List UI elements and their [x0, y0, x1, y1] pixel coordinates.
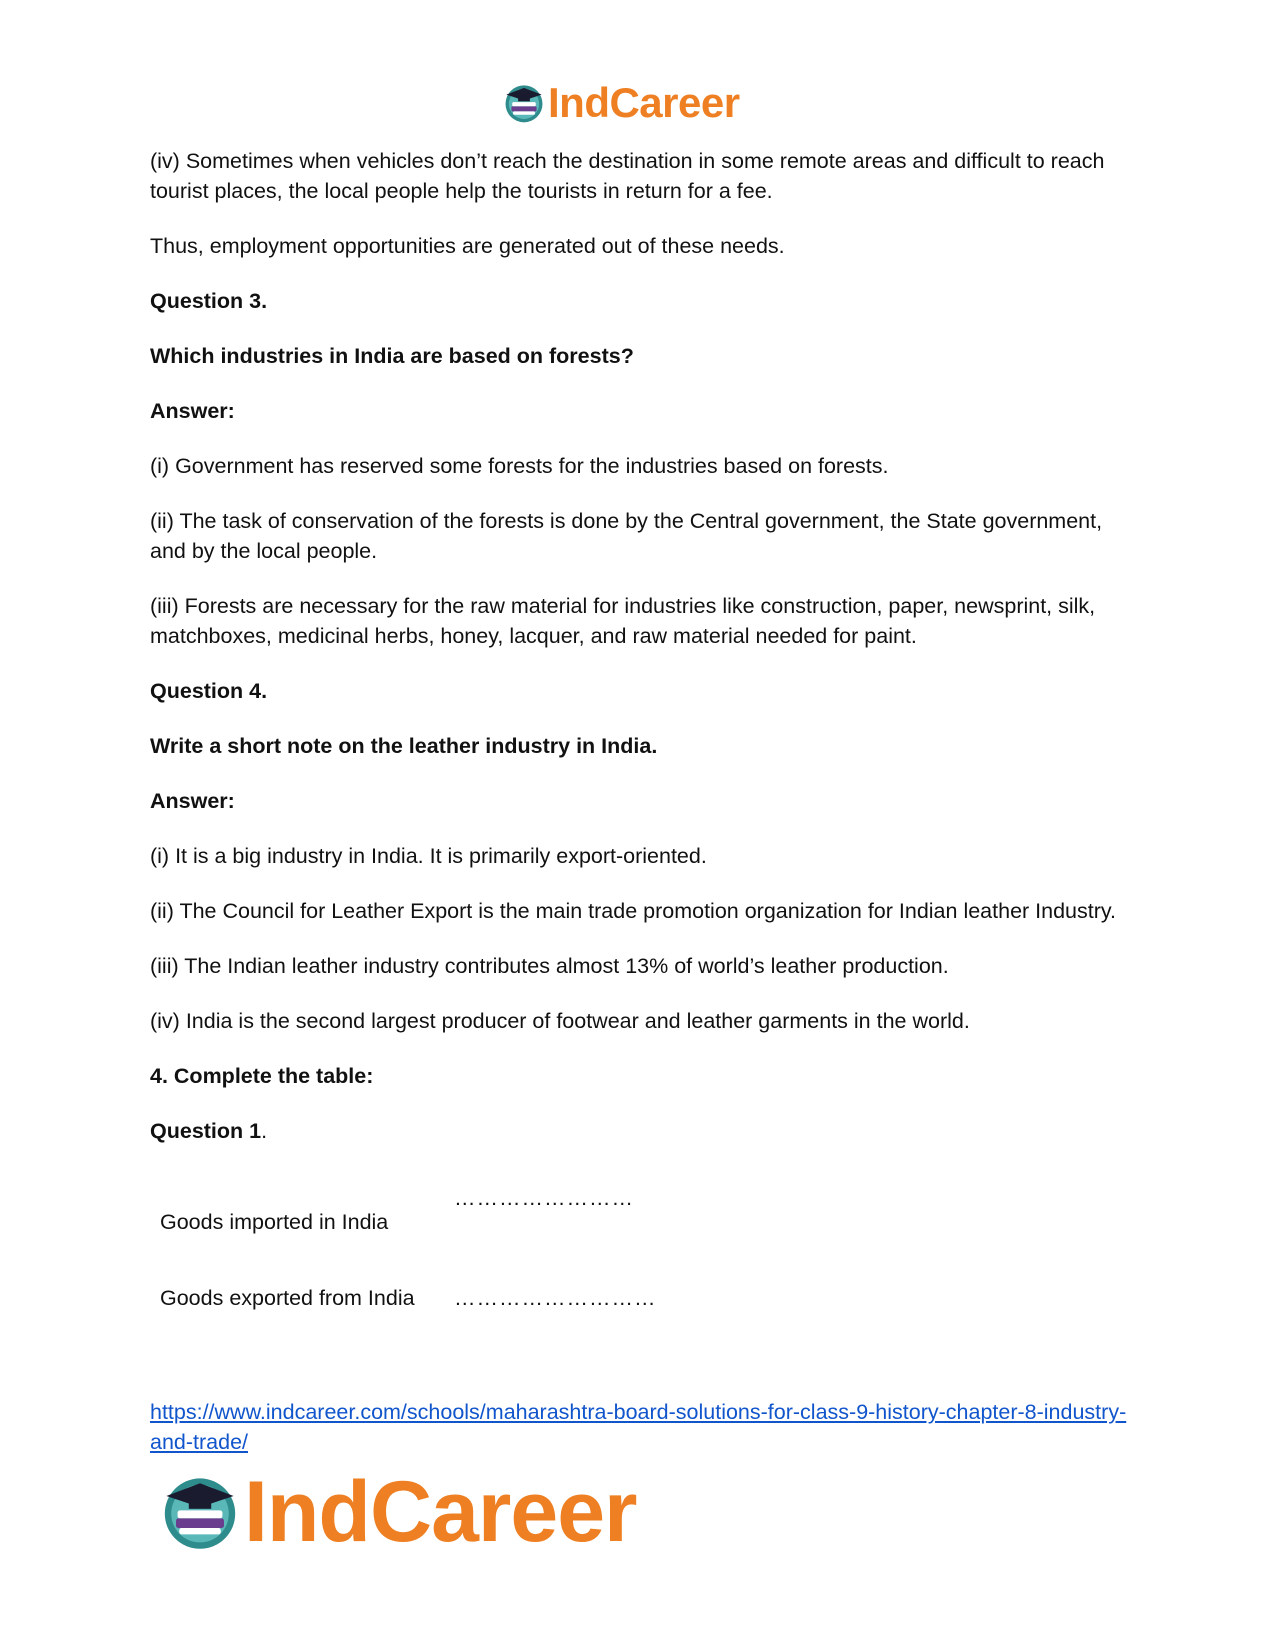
graduation-book-icon — [160, 1472, 240, 1552]
body-paragraph: (iii) The Indian leather industry contributes almost 13% of world’s leather production. — [150, 954, 949, 978]
question-label-bold: Question 1 — [150, 1119, 262, 1143]
heading-paragraph: Question 4. — [150, 679, 268, 703]
heading-paragraph: Which industries in India are based on forests? — [150, 344, 634, 368]
footer-logo-text: IndCareer — [244, 1463, 637, 1560]
body-paragraph: (iv) India is the second largest producer of footwear and leather garments in the world. — [150, 1009, 970, 1033]
table-cell-blank: …………………… — [454, 1186, 634, 1210]
body-paragraph: (i) It is a big industry in India. It is primarily export-oriented. — [150, 844, 707, 868]
heading-paragraph: Question 3. — [150, 289, 268, 313]
heading-paragraph: Answer: — [150, 789, 235, 813]
question-label-period: . — [261, 1119, 268, 1143]
table-cell-label: Goods imported in India — [160, 1210, 389, 1234]
source-link[interactable]: https://www.indcareer.com/schools/maharashtra-board-solutions-for-class-9-history-chapter-8-industry-and-trade/ — [150, 1400, 1127, 1454]
body-paragraph: (ii) The task of conservation of the forests is done by the Central government, the State government, and by the local people. — [150, 509, 1103, 563]
body-paragraph: (ii) The Council for Leather Export is the main trade promotion organization for Indian leather Industry. — [150, 899, 1117, 923]
body-paragraph: (i) Government has reserved some forests for the industries based on forests. — [150, 454, 889, 478]
header-logo-text: IndCareer — [548, 79, 740, 126]
body-paragraph: (iii) Forests are necessary for the raw material for industries like construction, paper, newsprint, silk, matchboxes, medicinal herbs, honey, lacquer, and raw material needed for paint. — [150, 594, 1096, 648]
heading-paragraph: 4. Complete the table: — [150, 1064, 374, 1088]
footer-logo — [160, 1463, 637, 1560]
body-paragraph: (iv) Sometimes when vehicles don’t reach the destination in some remote areas and difficult to reach tourist places, the local people help the tourists in return for a fee. — [150, 149, 1105, 203]
table-cell-blank: ……………………… — [454, 1286, 657, 1310]
graduation-book-icon — [503, 82, 545, 124]
table-cell-label: Goods exported from India — [160, 1286, 415, 1310]
body-paragraph: Thus, employment opportunities are generated out of these needs. — [150, 234, 785, 258]
heading-paragraph: Write a short note on the leather industry in India. — [150, 734, 658, 758]
document-body — [150, 146, 1130, 1171]
question-label — [150, 1116, 1130, 1146]
header-logo — [503, 78, 740, 128]
heading-paragraph: Answer: — [150, 399, 235, 423]
